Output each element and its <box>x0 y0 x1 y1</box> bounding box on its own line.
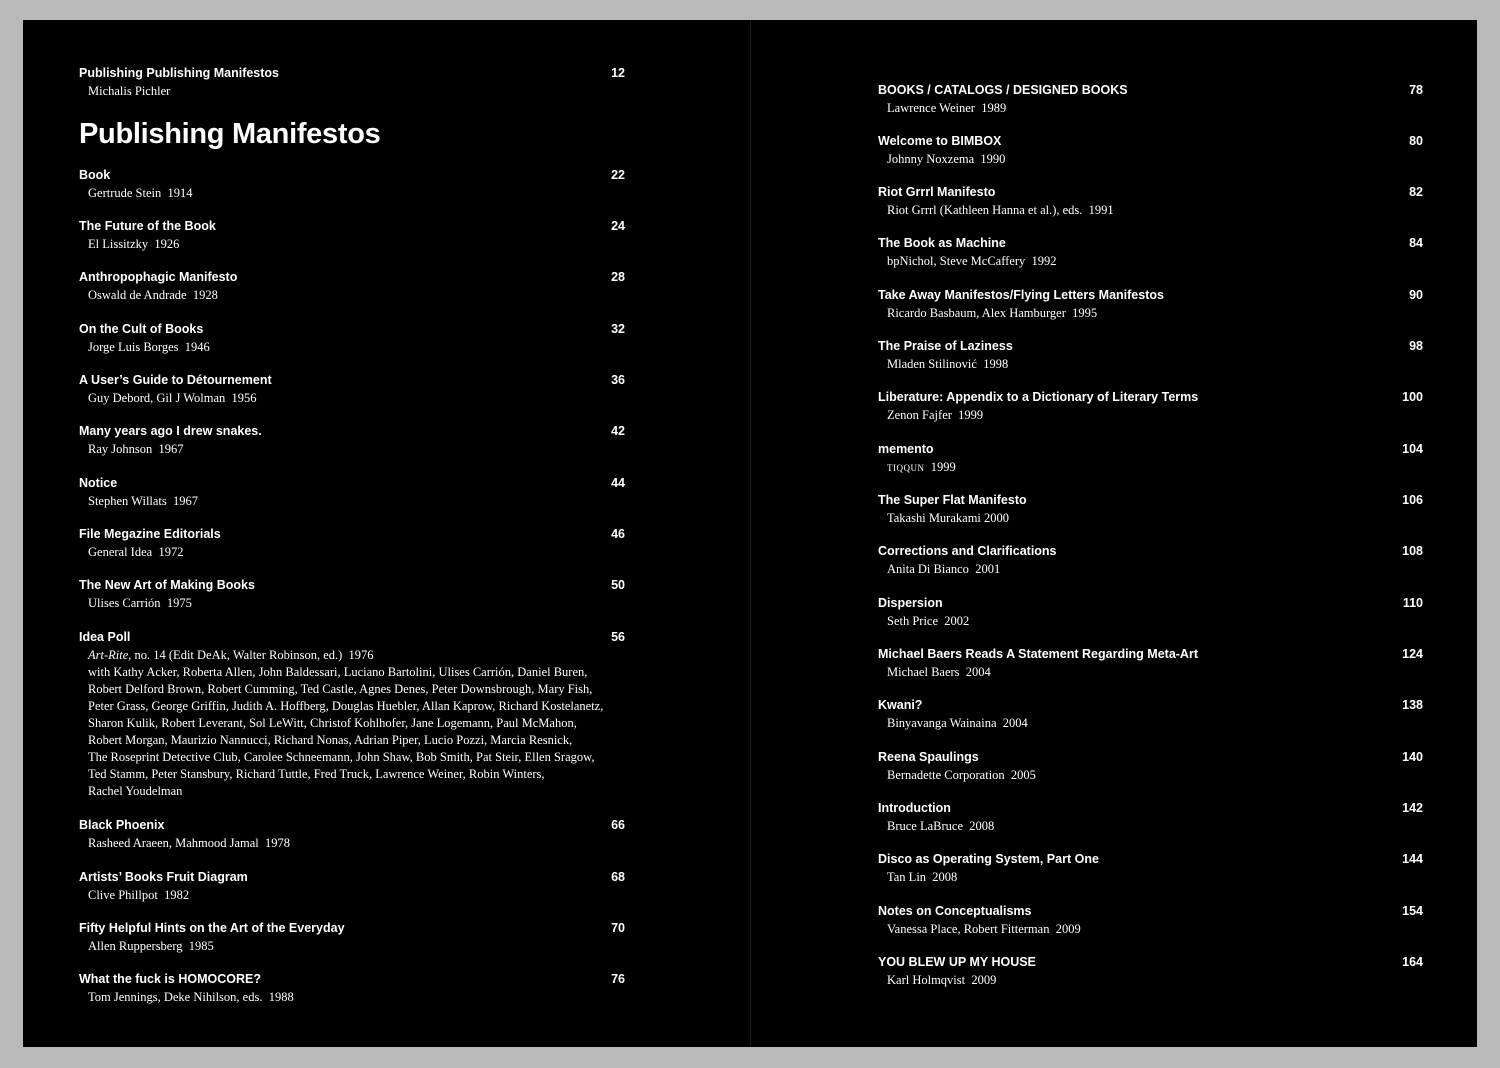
entry-title: YOU BLEW UP MY HOUSE <box>878 955 1036 969</box>
entry-page-number: 36 <box>611 373 625 387</box>
entry-year: 1967 <box>158 442 184 456</box>
toc-entry <box>878 904 1423 938</box>
entry-author: Takashi Murakami <box>887 511 981 525</box>
entry-author-line <box>887 715 1423 732</box>
entry-title: A User’s Guide to Détournement <box>79 373 272 387</box>
toc-entry <box>878 442 1423 476</box>
entry-title: Dispersion <box>878 596 943 610</box>
entry-page-number: 154 <box>1402 904 1423 918</box>
toc-entry <box>79 424 625 458</box>
toc-entry <box>878 955 1423 989</box>
entry-page-number: 164 <box>1402 955 1423 969</box>
entry-author: Guy Debord, Gil J Wolman <box>88 391 226 405</box>
entry-title: Black Phoenix <box>79 818 165 832</box>
entry-author: Ricardo Basbaum, Alex Hamburger <box>887 306 1066 320</box>
entry-source-journal: Art-Rite, <box>88 648 132 662</box>
entry-author: Ulises Carrión <box>88 596 161 610</box>
entry-title: Artists’ Books Fruit Diagram <box>79 870 248 884</box>
entry-author: Mladen Stilinović <box>887 357 977 371</box>
entry-author-line <box>88 595 625 612</box>
entry-author: Michalis Pichler <box>88 84 171 98</box>
entry-year: 1928 <box>192 288 218 302</box>
entry-page-number: 84 <box>1409 236 1423 250</box>
entry-year: 1985 <box>188 939 214 953</box>
entry-author: Stephen Willats <box>88 494 167 508</box>
entry-author-line <box>887 561 1423 578</box>
entry-title: Notes on Conceptualisms <box>878 904 1032 918</box>
entry-page-number: 68 <box>611 870 625 884</box>
entry-page-number: 66 <box>611 818 625 832</box>
entry-page-number: 124 <box>1402 647 1423 661</box>
contributor-line: Rachel Youdelman <box>88 784 183 798</box>
entry-author-line <box>88 493 625 510</box>
entry-author: Clive Phillpot <box>88 888 158 902</box>
entry-title: Corrections and Clarifications <box>878 544 1057 558</box>
entry-year: 2000 <box>984 511 1010 525</box>
toc-entry <box>878 185 1423 219</box>
entry-author: bpNichol, Steve McCaffery <box>887 254 1026 268</box>
entry-year: 1998 <box>983 357 1009 371</box>
entry-author: tiqqun <box>887 460 925 474</box>
entry-author-line <box>88 441 625 458</box>
entry-author: Tan Lin <box>887 870 927 884</box>
entry-author: Lawrence Weiner <box>887 101 975 115</box>
entry-year: 2004 <box>1002 716 1028 730</box>
entry-author-line <box>88 339 625 356</box>
entry-author-line <box>887 921 1423 938</box>
toc-entry <box>878 596 1423 630</box>
contributor-line: Peter Grass, George Griffin, Judith A. Hoffberg, Douglas Huebler, Allan Kaprow, Richard Kostelanetz, <box>88 699 604 713</box>
contributor-line: Ted Stamm, Peter Stansbury, Richard Tuttle, Fred Truck, Lawrence Weiner, Robin Winters, <box>88 767 545 781</box>
entry-year: 1967 <box>173 494 199 508</box>
contributor-line: Sharon Kulik, Robert Leverant, Sol LeWitt, Christof Kohlhofer, Jane Logemann, Paul McMahon, <box>88 716 577 730</box>
entry-year: 2004 <box>965 665 991 679</box>
toc-entry <box>878 647 1423 681</box>
entry-page-number: 22 <box>611 168 625 182</box>
entry-title: On the Cult of Books <box>79 322 204 336</box>
entry-page-number: 80 <box>1409 134 1423 148</box>
entry-page-number: 76 <box>611 972 625 986</box>
entry-year: 2008 <box>969 819 995 833</box>
entry-author: Oswald de Andrade <box>88 288 187 302</box>
toc-entry <box>878 134 1423 168</box>
entry-author: Michael Baers <box>887 665 960 679</box>
entry-author-line <box>88 390 625 407</box>
entry-author-line <box>887 869 1423 886</box>
entry-author-line <box>88 938 625 955</box>
entry-title: Reena Spaulings <box>878 750 979 764</box>
entry-year: 1972 <box>158 545 184 559</box>
entry-page-number: 144 <box>1402 852 1423 866</box>
toc-entry <box>79 168 625 202</box>
entry-year: 1978 <box>265 836 291 850</box>
entry-page-number: 106 <box>1402 493 1423 507</box>
entry-title: Notice <box>79 476 118 490</box>
book-spread <box>23 20 1477 1047</box>
entry-page-number: 50 <box>611 578 625 592</box>
entry-year: 1946 <box>184 340 210 354</box>
entry-year: 2009 <box>971 973 997 987</box>
entry-page-number: 90 <box>1409 288 1423 302</box>
entry-page-number: 32 <box>611 322 625 336</box>
entry-year: 1992 <box>1031 254 1057 268</box>
entry-year: 1982 <box>164 888 190 902</box>
entry-page-number: 44 <box>611 476 625 490</box>
toc-entry <box>878 801 1423 835</box>
entry-year: 1989 <box>981 101 1007 115</box>
entry-page-number: 110 <box>1402 596 1423 610</box>
toc-entry <box>878 288 1423 322</box>
entry-year: 1991 <box>1088 203 1114 217</box>
entry-author: Allen Ruppersberg <box>88 939 183 953</box>
contributor-line: with Kathy Acker, Roberta Allen, John Baldessari, Luciano Bartolini, Ulises Carrión, Daniel Buren, <box>88 665 588 679</box>
toc-entry <box>878 852 1423 886</box>
toc-entry <box>79 527 625 561</box>
entry-author: Jorge Luis Borges <box>88 340 179 354</box>
entry-year: 1926 <box>154 237 180 251</box>
entry-page-number: 24 <box>611 219 625 233</box>
entry-page-number: 98 <box>1409 339 1423 353</box>
entry-title: Introduction <box>878 801 951 815</box>
entry-author: Gertrude Stein <box>88 186 162 200</box>
toc-entry <box>79 219 625 253</box>
entry-author-line <box>887 100 1423 117</box>
entry-page-number: 70 <box>611 921 625 935</box>
entry-author: General Idea <box>88 545 153 559</box>
gutter-divider <box>750 20 751 1047</box>
entry-author: Riot Grrrl (Kathleen Hanna et al.), eds. <box>887 203 1083 217</box>
entry-author-line <box>887 767 1423 784</box>
entry-year: 1976 <box>348 648 374 662</box>
toc-entry <box>79 818 625 852</box>
toc-entry <box>878 750 1423 784</box>
entry-year: 1914 <box>167 186 193 200</box>
entry-year: 2009 <box>1055 922 1081 936</box>
entry-title: The Praise of Laziness <box>878 339 1013 353</box>
entry-year: 1988 <box>268 990 294 1004</box>
entry-page-number: 82 <box>1409 185 1423 199</box>
entry-author-line <box>887 202 1423 219</box>
entry-title: Riot Grrrl Manifesto <box>878 185 996 199</box>
entry-author-line <box>887 972 1423 989</box>
toc-entry <box>79 476 625 510</box>
entry-author-line <box>887 151 1423 168</box>
entry-author: Tom Jennings, Deke Nihilson, eds. <box>88 990 263 1004</box>
entry-author-line <box>887 510 1423 527</box>
entry-title: Publishing Publishing Manifestos <box>79 66 280 80</box>
toc-entry <box>878 236 1423 270</box>
entry-title: Welcome to BIMBOX <box>878 134 1002 148</box>
entry-title: Disco as Operating System, Part One <box>878 852 1099 866</box>
entry-author-line <box>88 835 625 852</box>
entry-author: Binyavanga Wainaina <box>887 716 997 730</box>
entry-title: The Future of the Book <box>79 219 216 233</box>
contributor-line: Robert Morgan, Maurizio Nannucci, Richard Nonas, Adrian Piper, Lucio Pozzi, Marcia Resnick, <box>88 733 573 747</box>
toc-entry <box>878 390 1423 424</box>
toc-entry <box>79 921 625 955</box>
entry-page-number: 142 <box>1402 801 1423 815</box>
entry-author-line <box>887 613 1423 630</box>
entry-title: Kwani? <box>878 698 923 712</box>
entry-author: Bernadette Corporation <box>887 768 1005 782</box>
entry-title: Fifty Helpful Hints on the Art of the Everyday <box>79 921 345 935</box>
entry-page-number: 42 <box>611 424 625 438</box>
entry-title: What the fuck is HOMOCORE? <box>79 972 261 986</box>
entry-title: File Megazine Editorials <box>79 527 221 541</box>
entry-title: The Super Flat Manifesto <box>878 493 1027 507</box>
entry-year: 2002 <box>944 614 970 628</box>
entry-year: 2001 <box>975 562 1001 576</box>
entry-title: The Book as Machine <box>878 236 1006 250</box>
entry-page-number: 138 <box>1402 698 1423 712</box>
entry-year: 1975 <box>166 596 192 610</box>
entry-title: Liberature: Appendix to a Dictionary of Literary Terms <box>878 390 1199 404</box>
entry-title: Many years ago I drew snakes. <box>79 424 262 438</box>
contributor-line: Robert Delford Brown, Robert Cumming, Ted Castle, Agnes Denes, Peter Downsbrough, Mary Fish, <box>88 682 593 696</box>
entry-author: El Lissitzky <box>88 237 149 251</box>
toc-entry <box>79 972 625 1006</box>
toc-entry <box>79 270 625 304</box>
entry-source-line <box>88 647 625 664</box>
toc-entry <box>79 66 625 100</box>
entry-title: Michael Baers Reads A Statement Regarding Meta-Art <box>878 647 1198 661</box>
entry-title: Take Away Manifestos/Flying Letters Manifestos <box>878 288 1164 302</box>
entry-page-number: 46 <box>611 527 625 541</box>
entry-author: Bruce LaBruce <box>887 819 964 833</box>
entry-title: memento <box>878 442 934 456</box>
toc-entry <box>878 83 1423 117</box>
entry-author: Anita Di Bianco <box>887 562 969 576</box>
entry-author: Vanessa Place, Robert Fitterman <box>887 922 1050 936</box>
entry-author-line <box>88 185 625 202</box>
entry-page-number: 104 <box>1402 442 1423 456</box>
toc-entry <box>79 373 625 407</box>
entry-page-number: 28 <box>611 270 625 284</box>
entry-author-line <box>88 989 625 1006</box>
entry-author-line <box>887 664 1423 681</box>
entry-author-line <box>887 818 1423 835</box>
toc-entry <box>878 544 1423 578</box>
entry-author-line <box>887 459 1423 476</box>
entry-author-line <box>88 887 625 904</box>
entry-author-line <box>887 305 1423 322</box>
entry-page-number: 56 <box>611 630 625 644</box>
entry-page-number: 12 <box>611 66 625 80</box>
entry-author: Zenon Fajfer <box>887 408 952 422</box>
entry-page-number: 78 <box>1409 83 1423 97</box>
entry-year: 1956 <box>231 391 257 405</box>
entry-author-line <box>88 236 625 253</box>
entry-author-line <box>88 544 625 561</box>
entry-source-detail: no. 14 (Edit DeAk, Walter Robinson, ed.) <box>134 648 343 662</box>
entry-page-number: 100 <box>1402 390 1423 404</box>
entry-page-number: 108 <box>1402 544 1423 558</box>
entry-title: Anthropophagic Manifesto <box>79 270 238 284</box>
entry-author-line <box>887 253 1423 270</box>
entry-year: 1999 <box>958 408 984 422</box>
entry-author: Seth Price <box>887 614 939 628</box>
entry-title: The New Art of Making Books <box>79 578 255 592</box>
entry-author-line <box>887 356 1423 373</box>
toc-entry <box>878 339 1423 373</box>
entry-title: Book <box>79 168 111 182</box>
entry-author: Ray Johnson <box>88 442 153 456</box>
toc-entry <box>79 870 625 904</box>
entry-year: 1995 <box>1072 306 1098 320</box>
entry-author: Johnny Noxzema <box>887 152 975 166</box>
toc-entry <box>79 322 625 356</box>
entry-year: 2008 <box>932 870 958 884</box>
section-heading: Publishing Manifestos <box>79 118 381 150</box>
entry-page-number: 140 <box>1402 750 1423 764</box>
entry-author-line <box>88 287 625 304</box>
entry-year: 2005 <box>1010 768 1036 782</box>
toc-entry <box>878 698 1423 732</box>
entry-year: 1990 <box>980 152 1006 166</box>
entry-title: BOOKS / CATALOGS / DESIGNED BOOKS <box>878 83 1128 97</box>
entry-author-line <box>887 407 1423 424</box>
entry-title: Idea Poll <box>79 630 131 644</box>
toc-entry <box>878 493 1423 527</box>
entry-author: Rasheed Araeen, Mahmood Jamal <box>88 836 259 850</box>
entry-author: Karl Holmqvist <box>887 973 966 987</box>
toc-entry <box>79 578 625 612</box>
toc-entry-idea-poll <box>79 630 625 800</box>
contributor-line: The Roseprint Detective Club, Carolee Schneemann, John Shaw, Bob Smith, Pat Steir, Ellen Sragow, <box>88 750 595 764</box>
entry-year: 1999 <box>930 460 956 474</box>
